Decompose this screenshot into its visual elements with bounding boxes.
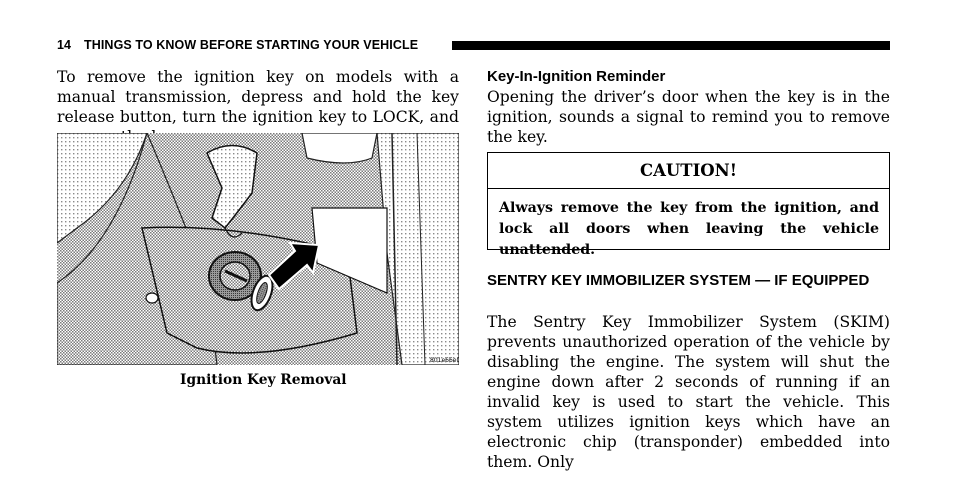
caution-title: CAUTION! — [488, 153, 889, 189]
caution-box — [487, 152, 890, 258]
caution-text: Always remove the key from the ignition, and lock all doors when leaving the vehicle unattended. — [499, 200, 879, 258]
intro-paragraph: To remove the ignition key on models with a manual transmission, depress and hold the key release button, turn the ignition key to LOCK, and — [57, 68, 459, 126]
figure-caption: Ignition Key Removal — [180, 372, 347, 388]
figure-code: 801e66e0 — [430, 357, 459, 364]
ignition-key-figure — [57, 133, 459, 365]
page-header — [57, 38, 890, 54]
header-rule — [452, 41, 890, 50]
sentry-paragraph: The Sentry Key Immobilizer System (SKIM) prevents unauthorized operation of the vehicle by disabling the engine. The system will shut the engine down after 2 seconds of running if an invalid key is used to start the vehicle. This system utilizes ignition keys which have an electronic chip (transponder) embedded into them. Only — [487, 313, 890, 471]
reminder-paragraph: Opening the driver’s door when the key is in the ignition, sounds a signal to remind you to remove the key. — [487, 88, 890, 146]
page-number: 14 — [57, 38, 71, 52]
reminder-heading: Key-In-Ignition Reminder — [487, 68, 666, 85]
chapter-title: THINGS TO KNOW BEFORE STARTING YOUR VEHICLE — [84, 38, 419, 52]
sentry-heading: SENTRY KEY IMMOBILIZER SYSTEM — IF EQUIPPED — [487, 272, 870, 289]
sentry-body — [487, 312, 890, 472]
right-column — [487, 67, 890, 147]
